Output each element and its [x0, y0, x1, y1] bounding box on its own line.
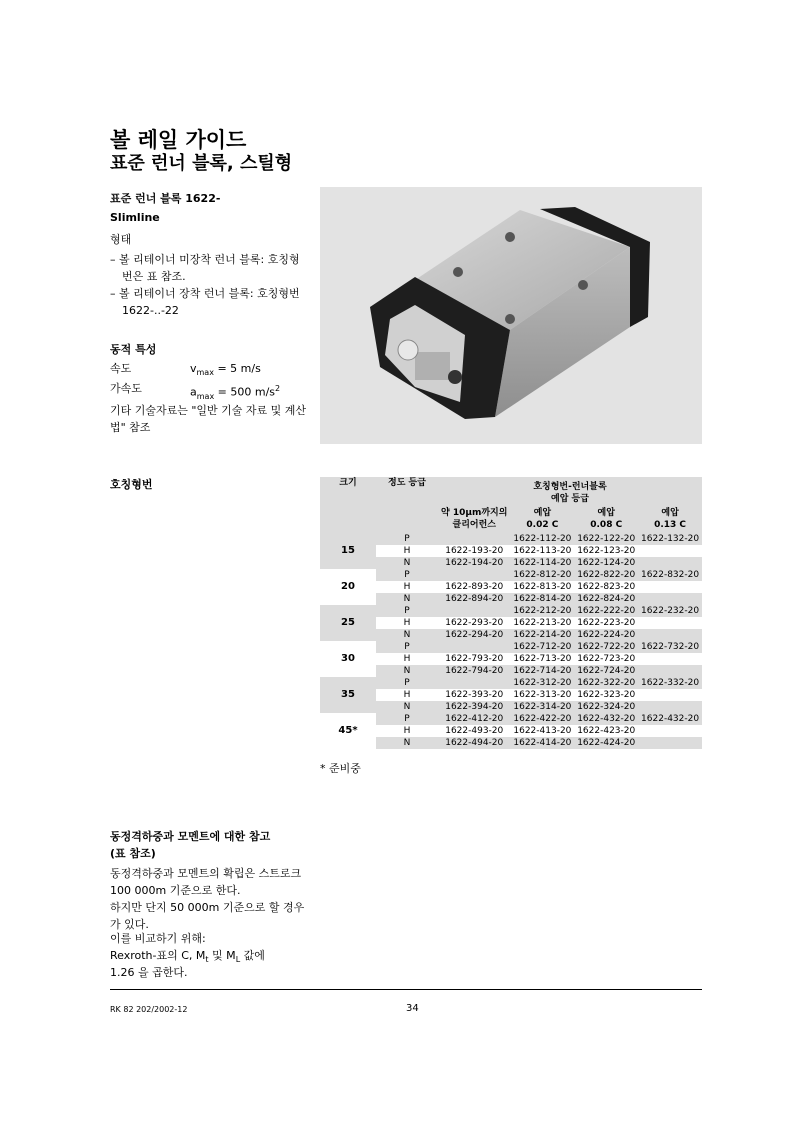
table-row	[320, 677, 702, 689]
part-number-cell: 1622-113-20	[513, 546, 572, 556]
table-row	[320, 581, 702, 593]
part-number-cell	[438, 533, 510, 545]
runner-block-image	[320, 187, 702, 444]
part-number-table	[320, 477, 702, 749]
table-row	[320, 665, 702, 677]
part-number-cell	[638, 617, 702, 629]
table-row	[320, 557, 702, 569]
part-number-cell	[438, 605, 510, 617]
table-row	[320, 653, 702, 665]
part-number-cell: 1622-823-20	[577, 582, 636, 592]
size-cell: 25	[320, 605, 376, 641]
part-number-cell: 1622-432-20	[638, 713, 702, 725]
list-item: – 볼 리테이너 장착 런너 블록: 호칭형번 1622-..-22	[110, 287, 300, 317]
size-cell: 15	[320, 533, 376, 569]
grade-cell: H	[403, 546, 411, 556]
part-number-cell	[638, 653, 702, 665]
part-number-cell: 1622-122-20	[574, 533, 638, 545]
part-number-cell: 1622-394-20	[438, 701, 510, 713]
grade-cell: P	[376, 605, 438, 617]
header-clearance: 약 10µm까지의 클리어런스	[438, 507, 510, 533]
dynamics-heading: 동적 특성	[110, 343, 157, 356]
table-row	[320, 545, 702, 557]
speed-value: $v_{max} = 5$ m/s	[190, 362, 261, 378]
table-row	[320, 629, 702, 641]
part-number-cell: 1622-894-20	[438, 593, 510, 605]
technical-note: 기타 기술자료는 "일반 기술 자료 및 계산법" 참조	[110, 404, 307, 434]
grade-cell: H	[403, 654, 411, 664]
part-number-cell: 1622-232-20	[638, 605, 702, 617]
part-number-cell: 1622-323-20	[577, 690, 636, 700]
table-row	[320, 533, 702, 545]
form-label: 형태	[110, 233, 132, 246]
part-number-cell: 1622-213-20	[513, 618, 572, 628]
grade-cell: N	[376, 557, 438, 569]
part-number-cell: 1622-893-20	[445, 582, 504, 592]
part-number-cell: 1622-724-20	[574, 665, 638, 677]
form-list	[110, 251, 310, 319]
grade-cell: P	[376, 677, 438, 689]
load-heading: 동정격하중과 모멘트에 대한 참고	[110, 830, 271, 843]
part-number-cell: 1622-413-20	[513, 726, 572, 736]
load-heading-note: (표 참조)	[110, 847, 156, 860]
part-number-cell	[638, 545, 702, 557]
part-number-cell: 1622-293-20	[445, 618, 504, 628]
header-preload-002: 예압 0.02 C	[510, 507, 574, 533]
part-number-cell: 1622-493-20	[445, 726, 504, 736]
accel-value: $a_{max} = 500$ $m/s^2$	[190, 384, 281, 401]
part-number-cell: 1622-422-20	[510, 713, 574, 725]
load-paragraph-3: 이를 비교하기 위해:	[110, 932, 206, 945]
part-number-cell: 1622-723-20	[577, 654, 636, 664]
part-number-cell: 1622-322-20	[574, 677, 638, 689]
speed-label: 속도	[110, 362, 132, 375]
part-number-cell: 1622-123-20	[577, 546, 636, 556]
header-size: 크기	[320, 477, 376, 533]
part-number-cell: 1622-813-20	[513, 582, 572, 592]
part-number-cell: 1622-324-20	[574, 701, 638, 713]
table-footnote: * 준비중	[320, 762, 361, 775]
part-number-cell	[638, 737, 702, 749]
table-row	[320, 617, 702, 629]
section-heading-runner-block: 표준 런너 블록 1622-	[110, 192, 221, 205]
table-row	[320, 605, 702, 617]
part-number-cell: 1622-224-20	[574, 629, 638, 641]
part-number-cell	[638, 593, 702, 605]
part-number-cell: 1622-212-20	[510, 605, 574, 617]
grade-cell: P	[376, 533, 438, 545]
part-number-cell: 1622-812-20	[510, 569, 574, 581]
part-number-cell: 1622-332-20	[638, 677, 702, 689]
part-number-cell: 1622-713-20	[513, 654, 572, 664]
load-paragraph-1: 동정격하중과 모멘트의 확립은 스트로크 100 000m 기준으로 한다.	[110, 867, 302, 897]
part-number-cell	[638, 665, 702, 677]
page-title: 볼 레일 가이드	[110, 128, 247, 152]
part-number-cell: 1622-313-20	[513, 690, 572, 700]
part-number-cell: 1622-314-20	[510, 701, 574, 713]
grade-cell: N	[376, 629, 438, 641]
table-row	[320, 569, 702, 581]
part-number-cell: 1622-132-20	[638, 533, 702, 545]
part-number-cell	[638, 629, 702, 641]
part-number-cell: 1622-432-20	[574, 713, 638, 725]
part-number-cell: 1622-222-20	[574, 605, 638, 617]
grade-cell: P	[376, 641, 438, 653]
part-number-cell	[438, 677, 510, 689]
grade-cell: H	[403, 726, 411, 736]
part-number-cell: 1622-194-20	[438, 557, 510, 569]
part-number-cell: 1622-223-20	[577, 618, 636, 628]
header-grade: 정도 등급	[376, 477, 438, 533]
part-number-cell: 1622-214-20	[510, 629, 574, 641]
grade-cell: N	[376, 665, 438, 677]
part-number-cell: 1622-794-20	[438, 665, 510, 677]
part-number-cell	[438, 641, 510, 653]
table-row	[320, 641, 702, 653]
part-number-cell: 1622-424-20	[574, 737, 638, 749]
table-row	[320, 737, 702, 749]
footer-rule	[110, 989, 702, 990]
load-paragraph-5: 1.26 을 곱한다.	[110, 966, 188, 979]
size-cell: 20	[320, 569, 376, 605]
part-number-cell: 1622-732-20	[638, 641, 702, 653]
part-number-cell	[638, 725, 702, 737]
part-number-cell	[638, 689, 702, 701]
part-number-cell	[638, 557, 702, 569]
size-cell: 45*	[320, 713, 376, 749]
part-number-cell: 1622-793-20	[445, 654, 504, 664]
page-subtitle: 표준 런너 블록, 스틸형	[110, 153, 293, 174]
part-number-cell: 1622-494-20	[438, 737, 510, 749]
grade-cell: N	[376, 593, 438, 605]
part-number-cell: 1622-193-20	[445, 546, 504, 556]
part-number-cell: 1622-124-20	[574, 557, 638, 569]
part-number-cell: 1622-312-20	[510, 677, 574, 689]
accel-label: 가속도	[110, 382, 142, 395]
part-number-cell: 1622-414-20	[510, 737, 574, 749]
grade-cell: H	[403, 582, 411, 592]
grade-cell: P	[376, 713, 438, 725]
grade-cell: H	[403, 690, 411, 700]
grade-cell: N	[376, 737, 438, 749]
header-preload-008: 예압 0.08 C	[574, 507, 638, 533]
part-number-cell: 1622-393-20	[445, 690, 504, 700]
footer-page-number: 34	[406, 1003, 419, 1014]
table-row	[320, 689, 702, 701]
part-number-cell: 1622-423-20	[577, 726, 636, 736]
part-number-cell	[638, 701, 702, 713]
grade-cell: P	[376, 569, 438, 581]
header-preload-013: 예압 0.13 C	[638, 507, 702, 533]
part-number-cell: 1622-722-20	[574, 641, 638, 653]
part-number-cell: 1622-814-20	[510, 593, 574, 605]
slimline-label: Slimline	[110, 211, 160, 224]
grade-cell: H	[403, 618, 411, 628]
part-numbers-heading: 호칭형번	[110, 478, 153, 491]
part-number-cell: 1622-822-20	[574, 569, 638, 581]
part-number-cell: 1622-824-20	[574, 593, 638, 605]
table-row	[320, 713, 702, 725]
part-number-cell	[638, 581, 702, 593]
part-number-cell: 1622-832-20	[638, 569, 702, 581]
load-paragraph-4: Rexroth-표의 C, $M_t$ 및 $M_L$ 값에	[110, 949, 265, 965]
part-number-cell: 1622-112-20	[510, 533, 574, 545]
header-group: 호칭형번-런너블록 예압 등급	[438, 477, 702, 507]
runner-block-photo	[320, 187, 702, 444]
part-number-cell: 1622-294-20	[438, 629, 510, 641]
grade-cell: N	[376, 701, 438, 713]
load-paragraph-2: 하지만 단지 50 000m 기준으로 할 경우가 있다.	[110, 901, 305, 931]
part-number-cell: 1622-714-20	[510, 665, 574, 677]
table-row	[320, 593, 702, 605]
table-row	[320, 725, 702, 737]
footer-doc-id: RK 82 202/2002-12	[110, 1005, 188, 1014]
part-number-cell	[438, 569, 510, 581]
part-number-cell: 1622-114-20	[510, 557, 574, 569]
size-cell: 30	[320, 641, 376, 677]
size-cell: 35	[320, 677, 376, 713]
part-number-cell: 1622-712-20	[510, 641, 574, 653]
part-number-cell: 1622-412-20	[438, 713, 510, 725]
table-row	[320, 701, 702, 713]
list-item: – 볼 리테이너 미장착 런너 블록: 호칭형번은 표 참조.	[110, 253, 300, 283]
